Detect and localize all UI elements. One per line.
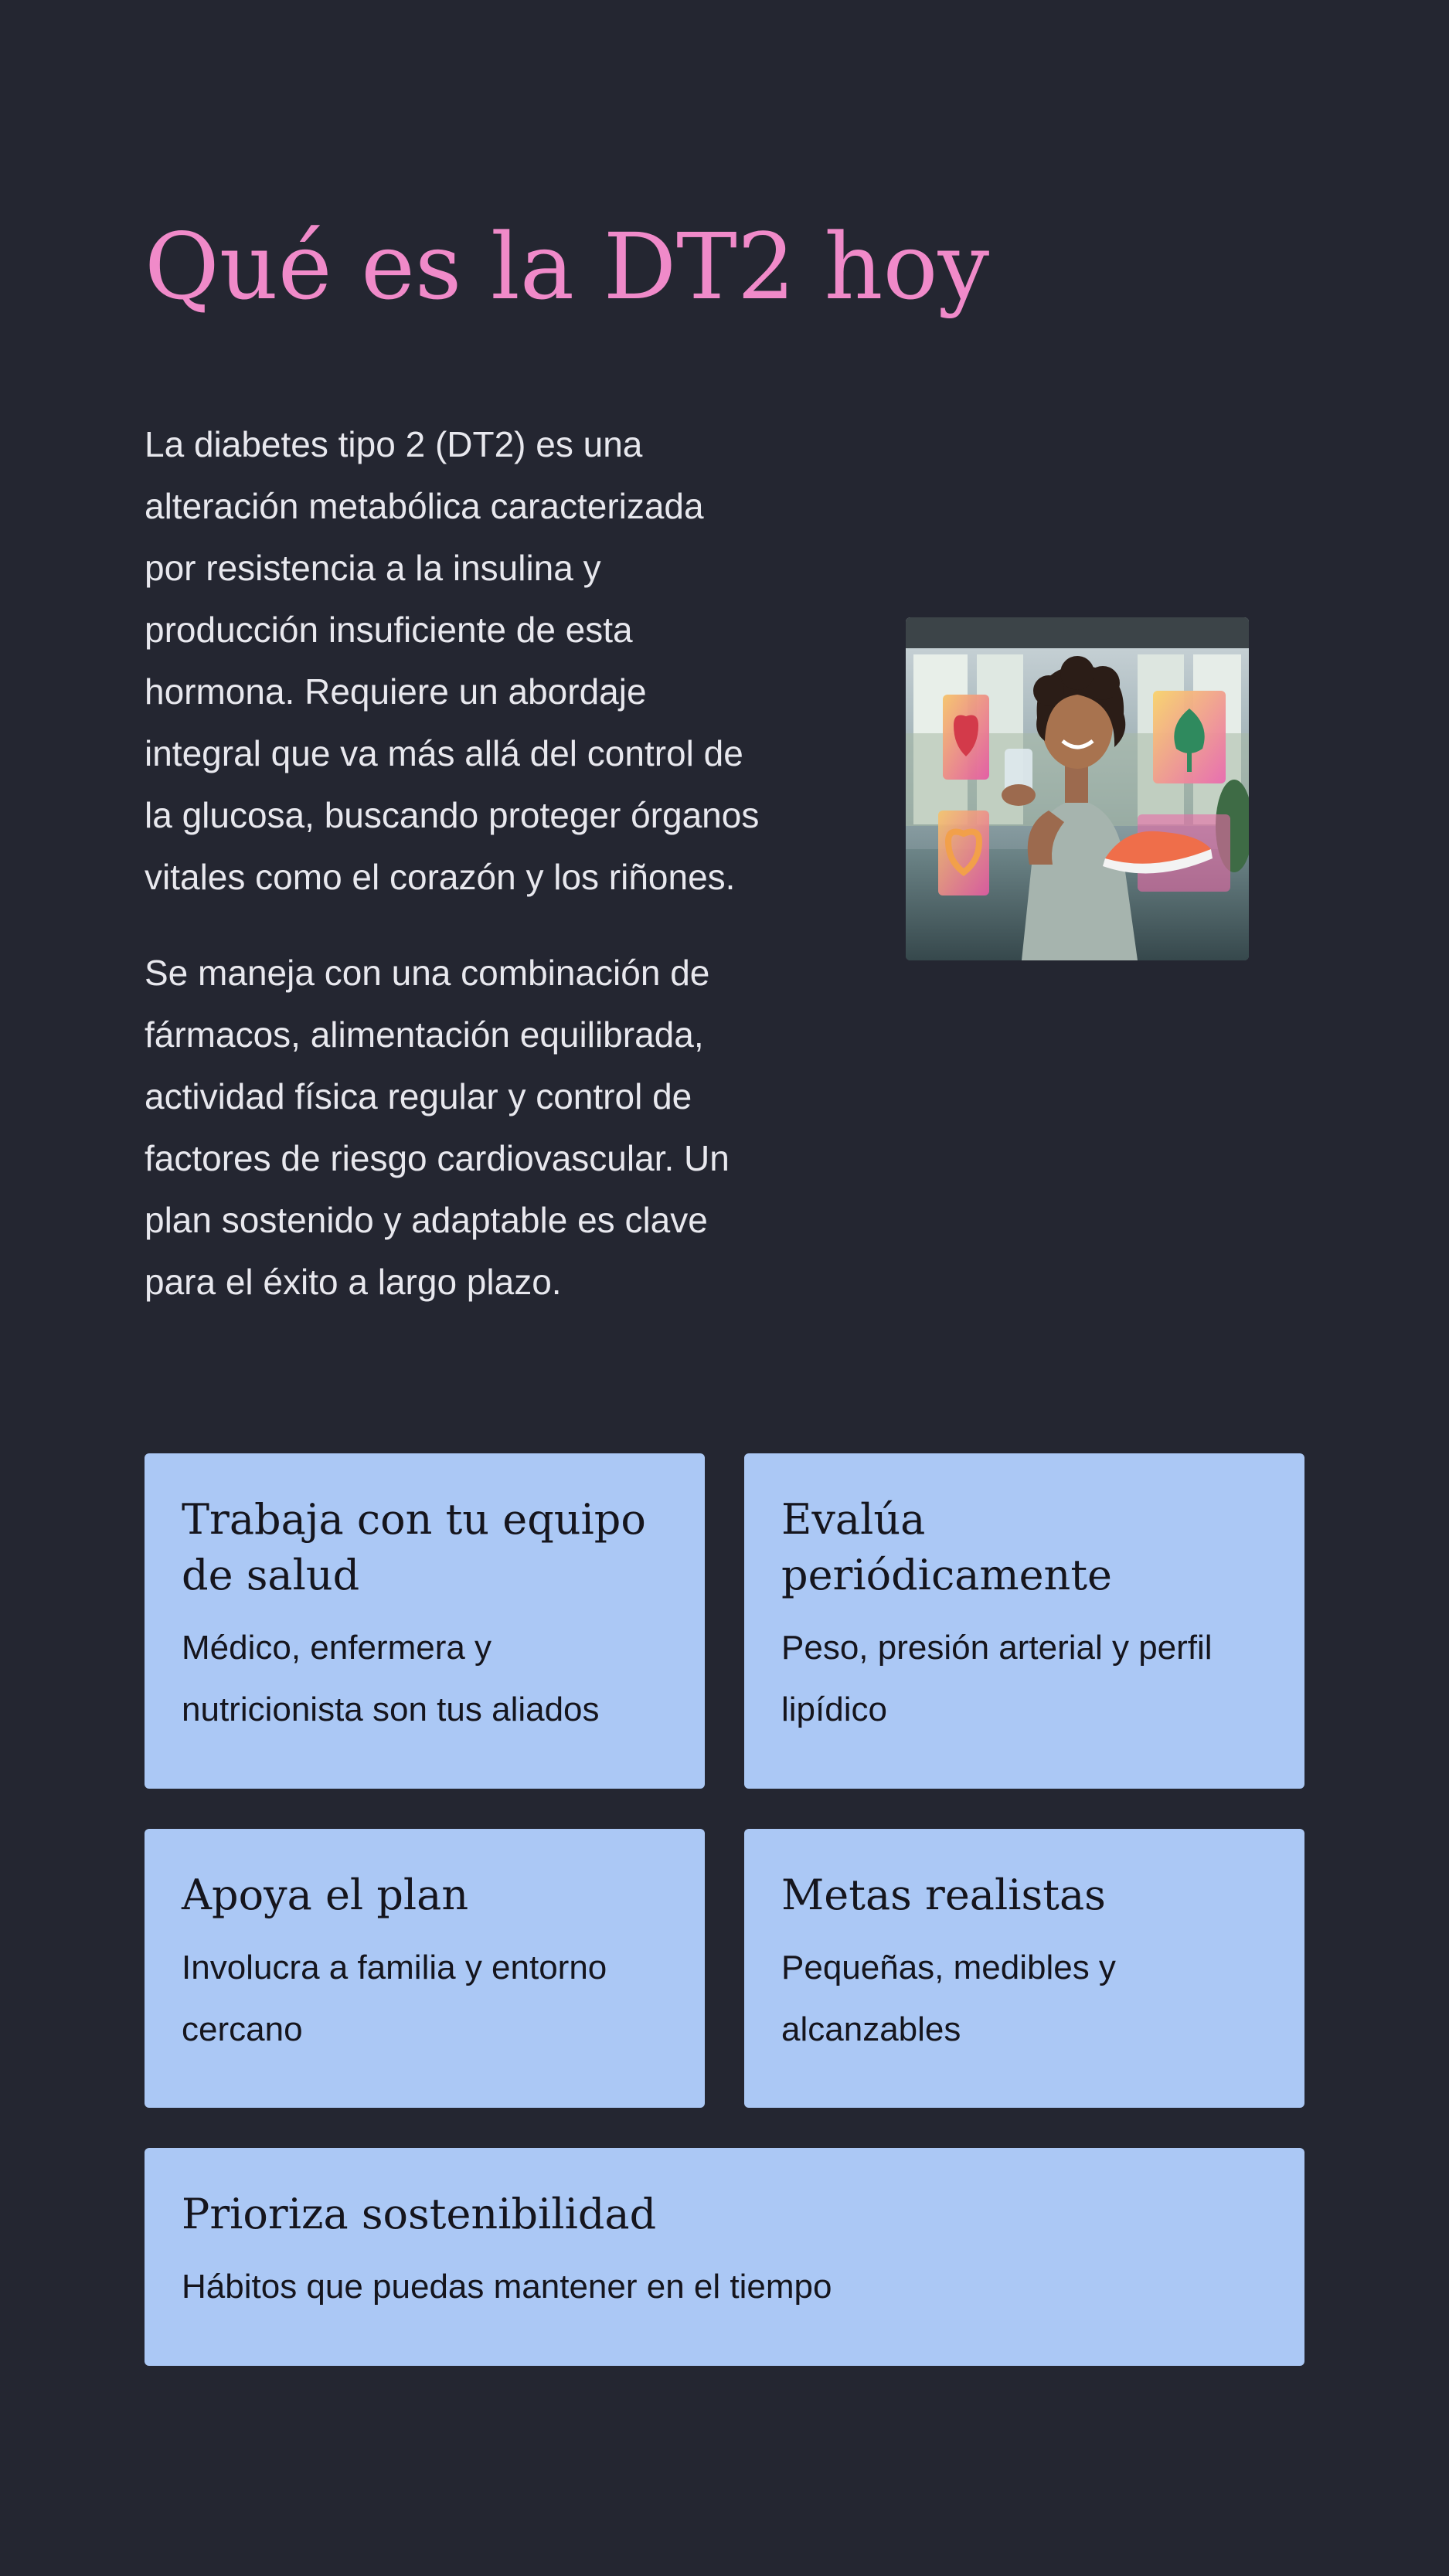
- card-health-team: [145, 1453, 705, 1789]
- card-support-plan: [145, 1829, 705, 2108]
- card-periodic-evaluation: [744, 1453, 1304, 1789]
- card-text: Peso, presión arterial y perfil lipídico: [781, 1629, 1213, 1728]
- card-title: Evalúa periódicamente: [781, 1495, 1112, 1599]
- hero-illustration: [906, 617, 1249, 960]
- card-text: Pequeñas, medibles y alcanzables: [781, 1949, 1116, 2048]
- page-title: Qué es la DT2 hoy: [145, 213, 990, 320]
- card-text: Médico, enfermera y nutricionista son tus aliados: [182, 1629, 600, 1728]
- card-title: Metas realistas: [781, 1871, 1106, 1919]
- card-sustainability: [145, 2148, 1304, 2366]
- intro-paragraph-2: Se maneja con una combinación de fármacos, alimentación equilibrada, actividad física regular y control de factores de riesgo cardiovascular. Un plan sostenido y adaptable es clave para el éxito a largo plazo.: [145, 953, 730, 1302]
- woman-with-health-icons-illustration: [906, 617, 1249, 960]
- card-realistic-goals: [744, 1829, 1304, 2108]
- card-title: Trabaja con tu equipo de salud: [182, 1495, 646, 1599]
- intro-paragraph-1: La diabetes tipo 2 (DT2) es una alteración metabólica caracterizada por resistencia a la insulina y producción insuficiente de esta hormona. Requiere un abordaje integral que va más allá del control de la glucosa, buscando proteger órganos vitales como el corazón y los riñones.: [145, 424, 760, 897]
- card-title: Prioriza sostenibilidad: [182, 2190, 657, 2238]
- card-text: Involucra a familia y entorno cercano: [182, 1949, 607, 2048]
- card-text: Hábitos que puedas mantener en el tiempo: [182, 2268, 832, 2306]
- card-title: Apoya el plan: [182, 1871, 469, 1919]
- intro-text: [145, 413, 763, 1347]
